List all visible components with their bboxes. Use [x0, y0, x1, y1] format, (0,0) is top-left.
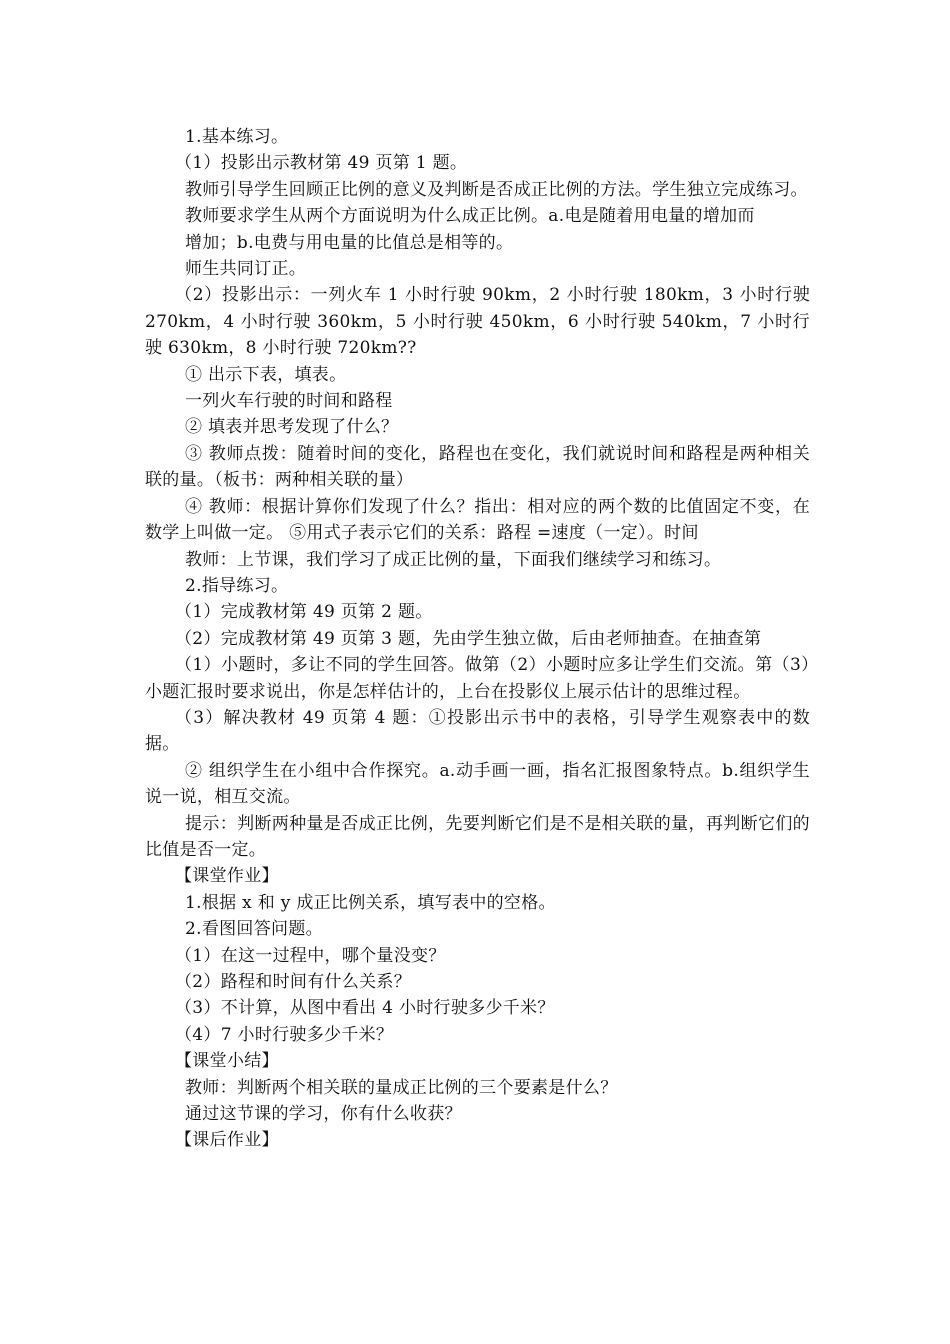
- paragraph: 教师：判断两个相关联的量成正比例的三个要素是什么？: [185, 1077, 618, 1098]
- paragraph: 2.指导练习。: [185, 575, 289, 596]
- paragraph: 一列火车行驶的时间和路程: [185, 391, 393, 412]
- paragraph: 教师：上节课，我们学习了成正比例的量，下面我们继续学习和练习。: [185, 549, 722, 570]
- section-heading: 【课后作业】: [175, 1130, 279, 1151]
- paragraph: （4）7 小时行驶多少千米？: [175, 1024, 394, 1045]
- paragraph: （3）不计算，从图中看出 4 小时行驶多少千米？: [175, 998, 555, 1019]
- paragraph: 教师引导学生回顾正比例的意义及判断是否成正比例的方法。学生独立完成练习。: [185, 179, 808, 200]
- paragraph: （2）完成教材第 49 页第 3 题，先由学生独立做，后由老师抽查。在抽查第: [175, 628, 762, 649]
- section-heading: 【课堂作业】: [175, 866, 279, 887]
- paragraph: （2）投影出示：一列火车 1 小时行驶 90km，2 小时行驶 180km，3 小时行驶 270km，4 小时行驶 360km，5 小时行驶 450km，6 小时行驶 540km，7 小时行驶 630km，8 小时行驶 720km??: [145, 285, 810, 359]
- paragraph: （3）解决教材 49 页第 4 题：①投影出示书中的表格，引导学生观察表中的数据。: [145, 707, 810, 755]
- paragraph: 通过这节课的学习，你有什么收获？: [185, 1104, 462, 1125]
- paragraph: 1.基本练习。: [185, 127, 289, 147]
- paragraph: 教师要求学生从两个方面说明为什么成正比例。a.电是随着用电量的增加而: [185, 206, 755, 227]
- paragraph: 提示：判断两种量是否成正比例，先要判断它们是不是相关联的量，再判断它们的比值是否一定。: [145, 813, 810, 860]
- paragraph: 1.根据 x 和 y 成正比例关系，填写表中的空格。: [185, 892, 556, 913]
- paragraph: 2.看图回答问题。: [185, 919, 323, 940]
- paragraph: ④ 教师：根据计算你们发现了什么？指出：相对应的两个数的比值固定不变，在数学上叫做一定。 ⑤用式子表示它们的关系：路程 =速度（一定）。时间: [145, 496, 810, 544]
- paragraph: ① 出示下表，填表。: [185, 364, 347, 385]
- paragraph: （1）小题时，多让不同的学生回答。做第（2）小题时应多让学生们交流。第（3）小题汇报时要求说出，你是怎样估计的，上台在投影仪上展示估计的思维过程。: [145, 655, 810, 702]
- paragraph: （1）投影出示教材第 49 页第 1 题。: [175, 153, 468, 174]
- paragraph: （1）在这一过程中，哪个量没变？: [175, 945, 446, 966]
- paragraph: 师生共同订正。: [185, 259, 307, 280]
- section-heading: 【课堂小结】: [175, 1051, 279, 1072]
- paragraph: （2）路程和时间有什么关系？: [175, 972, 412, 992]
- paragraph: ③ 教师点拨：随着时间的变化，路程也在变化，我们就说时间和路程是两种相关联的量。（板书：两种相关联的量）: [145, 443, 810, 491]
- document-body: [145, 124, 810, 1154]
- paragraph: ② 填表并思考发现了什么？: [185, 417, 399, 438]
- paragraph: （1）完成教材第 49 页第 2 题。: [175, 602, 433, 623]
- paragraph: 增加；b.电费与用电量的比值总是相等的。: [185, 232, 514, 253]
- paragraph: ② 组织学生在小组中合作探究。a.动手画一画，指名汇报图象特点。b.组织学生说一说，相互交流。: [145, 760, 810, 808]
